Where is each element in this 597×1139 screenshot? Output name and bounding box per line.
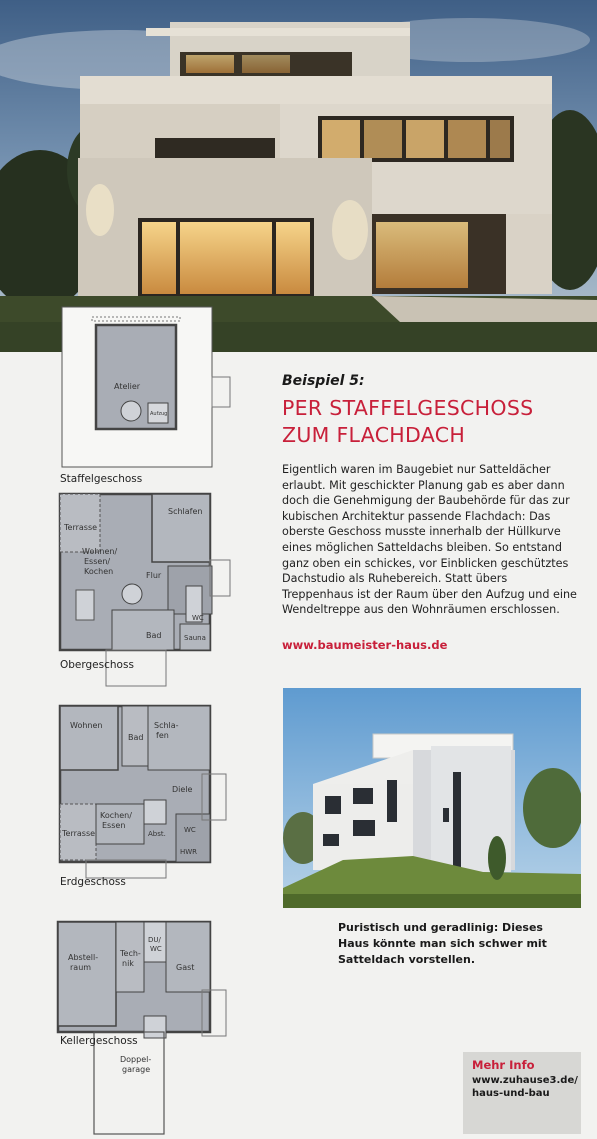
plan-label-obergeschoss: Obergeschoss <box>60 659 134 671</box>
house-exterior-photo <box>283 688 581 908</box>
room-kochen-eg: Kochen/ <box>100 811 132 820</box>
room-terrasse-eg: Terrasse <box>62 829 96 838</box>
plan-label-staffelgeschoss: Staffelgeschoss <box>60 473 143 485</box>
room-atelier: Atelier <box>114 382 141 391</box>
room-aufzug: Aufzug <box>150 411 168 417</box>
room-diele-eg: Diele <box>172 785 193 794</box>
room-bad-og: Bad <box>146 631 162 640</box>
article-headline <box>282 395 582 449</box>
room-flur-og: Flur <box>146 571 162 580</box>
room-bad-eg: Bad <box>128 733 144 742</box>
plan-label-kellergeschoss: Kellergeschoss <box>60 1035 138 1047</box>
room-terrasse-og: Terrasse <box>64 523 98 532</box>
article-kicker: Beispiel 5: <box>282 373 365 389</box>
room-essen-eg: Essen <box>102 821 126 830</box>
photo-caption: Puristisch und geradlinig: Dieses Haus könnte man sich schwer mit Satteldach vorstellen. <box>338 921 547 966</box>
floorplan-kellergeschoss <box>56 916 236 1138</box>
more-info-url[interactable]: www.zuhause3.de/ haus-und-bau <box>472 1075 578 1099</box>
room-wc-og: WC <box>192 614 204 622</box>
room-schlafen-og: Schlafen <box>168 507 203 516</box>
room-essen-og: Essen/ <box>84 557 111 566</box>
article-body: Eigentlich waren im Baugebiet nur Satteldächer erlaubt. Mit geschickter Planung gab es aber dann doch die Genehmigung der Baubehörde für das zur kubischen Architektur passende Flachdach: Das oberste Geschoss musste innerhalb der Hüllkurve eines möglichen Satteldachs bleiben. So entstand ganz oben ein schickes, vor Einblicken geschütztes Dachstudio als Ruhebereich. Statt übers Treppenhaus ist der Raum über den Aufzug und eine Wendeltreppe aus den Wohnräumen erschlossen. <box>282 463 577 617</box>
room-abst-eg: Abst. <box>148 830 166 838</box>
headline-line-1: PER STAFFELGESCHOSS <box>282 396 534 420</box>
room-doppelgarage-1: Doppel- <box>120 1055 152 1064</box>
hero-house-photo <box>0 0 597 352</box>
floorplan-erdgeschoss <box>56 700 236 880</box>
room-du-wc-2: WC <box>150 945 162 953</box>
article-website-link[interactable]: www.baumeister-haus.de <box>282 638 448 652</box>
room-kochen-og: Kochen <box>84 567 114 576</box>
room-wc-eg: WC <box>184 826 196 834</box>
plan-label-erdgeschoss: Erdgeschoss <box>60 876 126 888</box>
room-hwr-eg: HWR <box>180 848 198 856</box>
room-sauna-og: Sauna <box>184 634 206 642</box>
room-technik-1: Tech- <box>120 949 141 958</box>
room-du-wc-1: DU/ <box>148 936 161 944</box>
room-wohnen-eg: Wohnen <box>70 721 103 730</box>
room-abstellraum-1: Abstell- <box>68 953 99 962</box>
room-doppelgarage-2: garage <box>122 1065 151 1074</box>
room-gast-kg: Gast <box>176 963 195 972</box>
room-technik-2: nik <box>122 959 134 968</box>
more-info-title: Mehr Info <box>472 1058 535 1072</box>
floorplan-staffelgeschoss <box>56 305 236 475</box>
room-wohnen-og: Wohnen/ <box>82 547 118 556</box>
room-schlafen-eg-1: Schla- <box>154 721 179 730</box>
headline-line-2: ZUM FLACHDACH <box>282 423 466 447</box>
room-abstellraum-2: raum <box>70 963 92 972</box>
room-schlafen-eg-2: fen <box>156 731 169 740</box>
